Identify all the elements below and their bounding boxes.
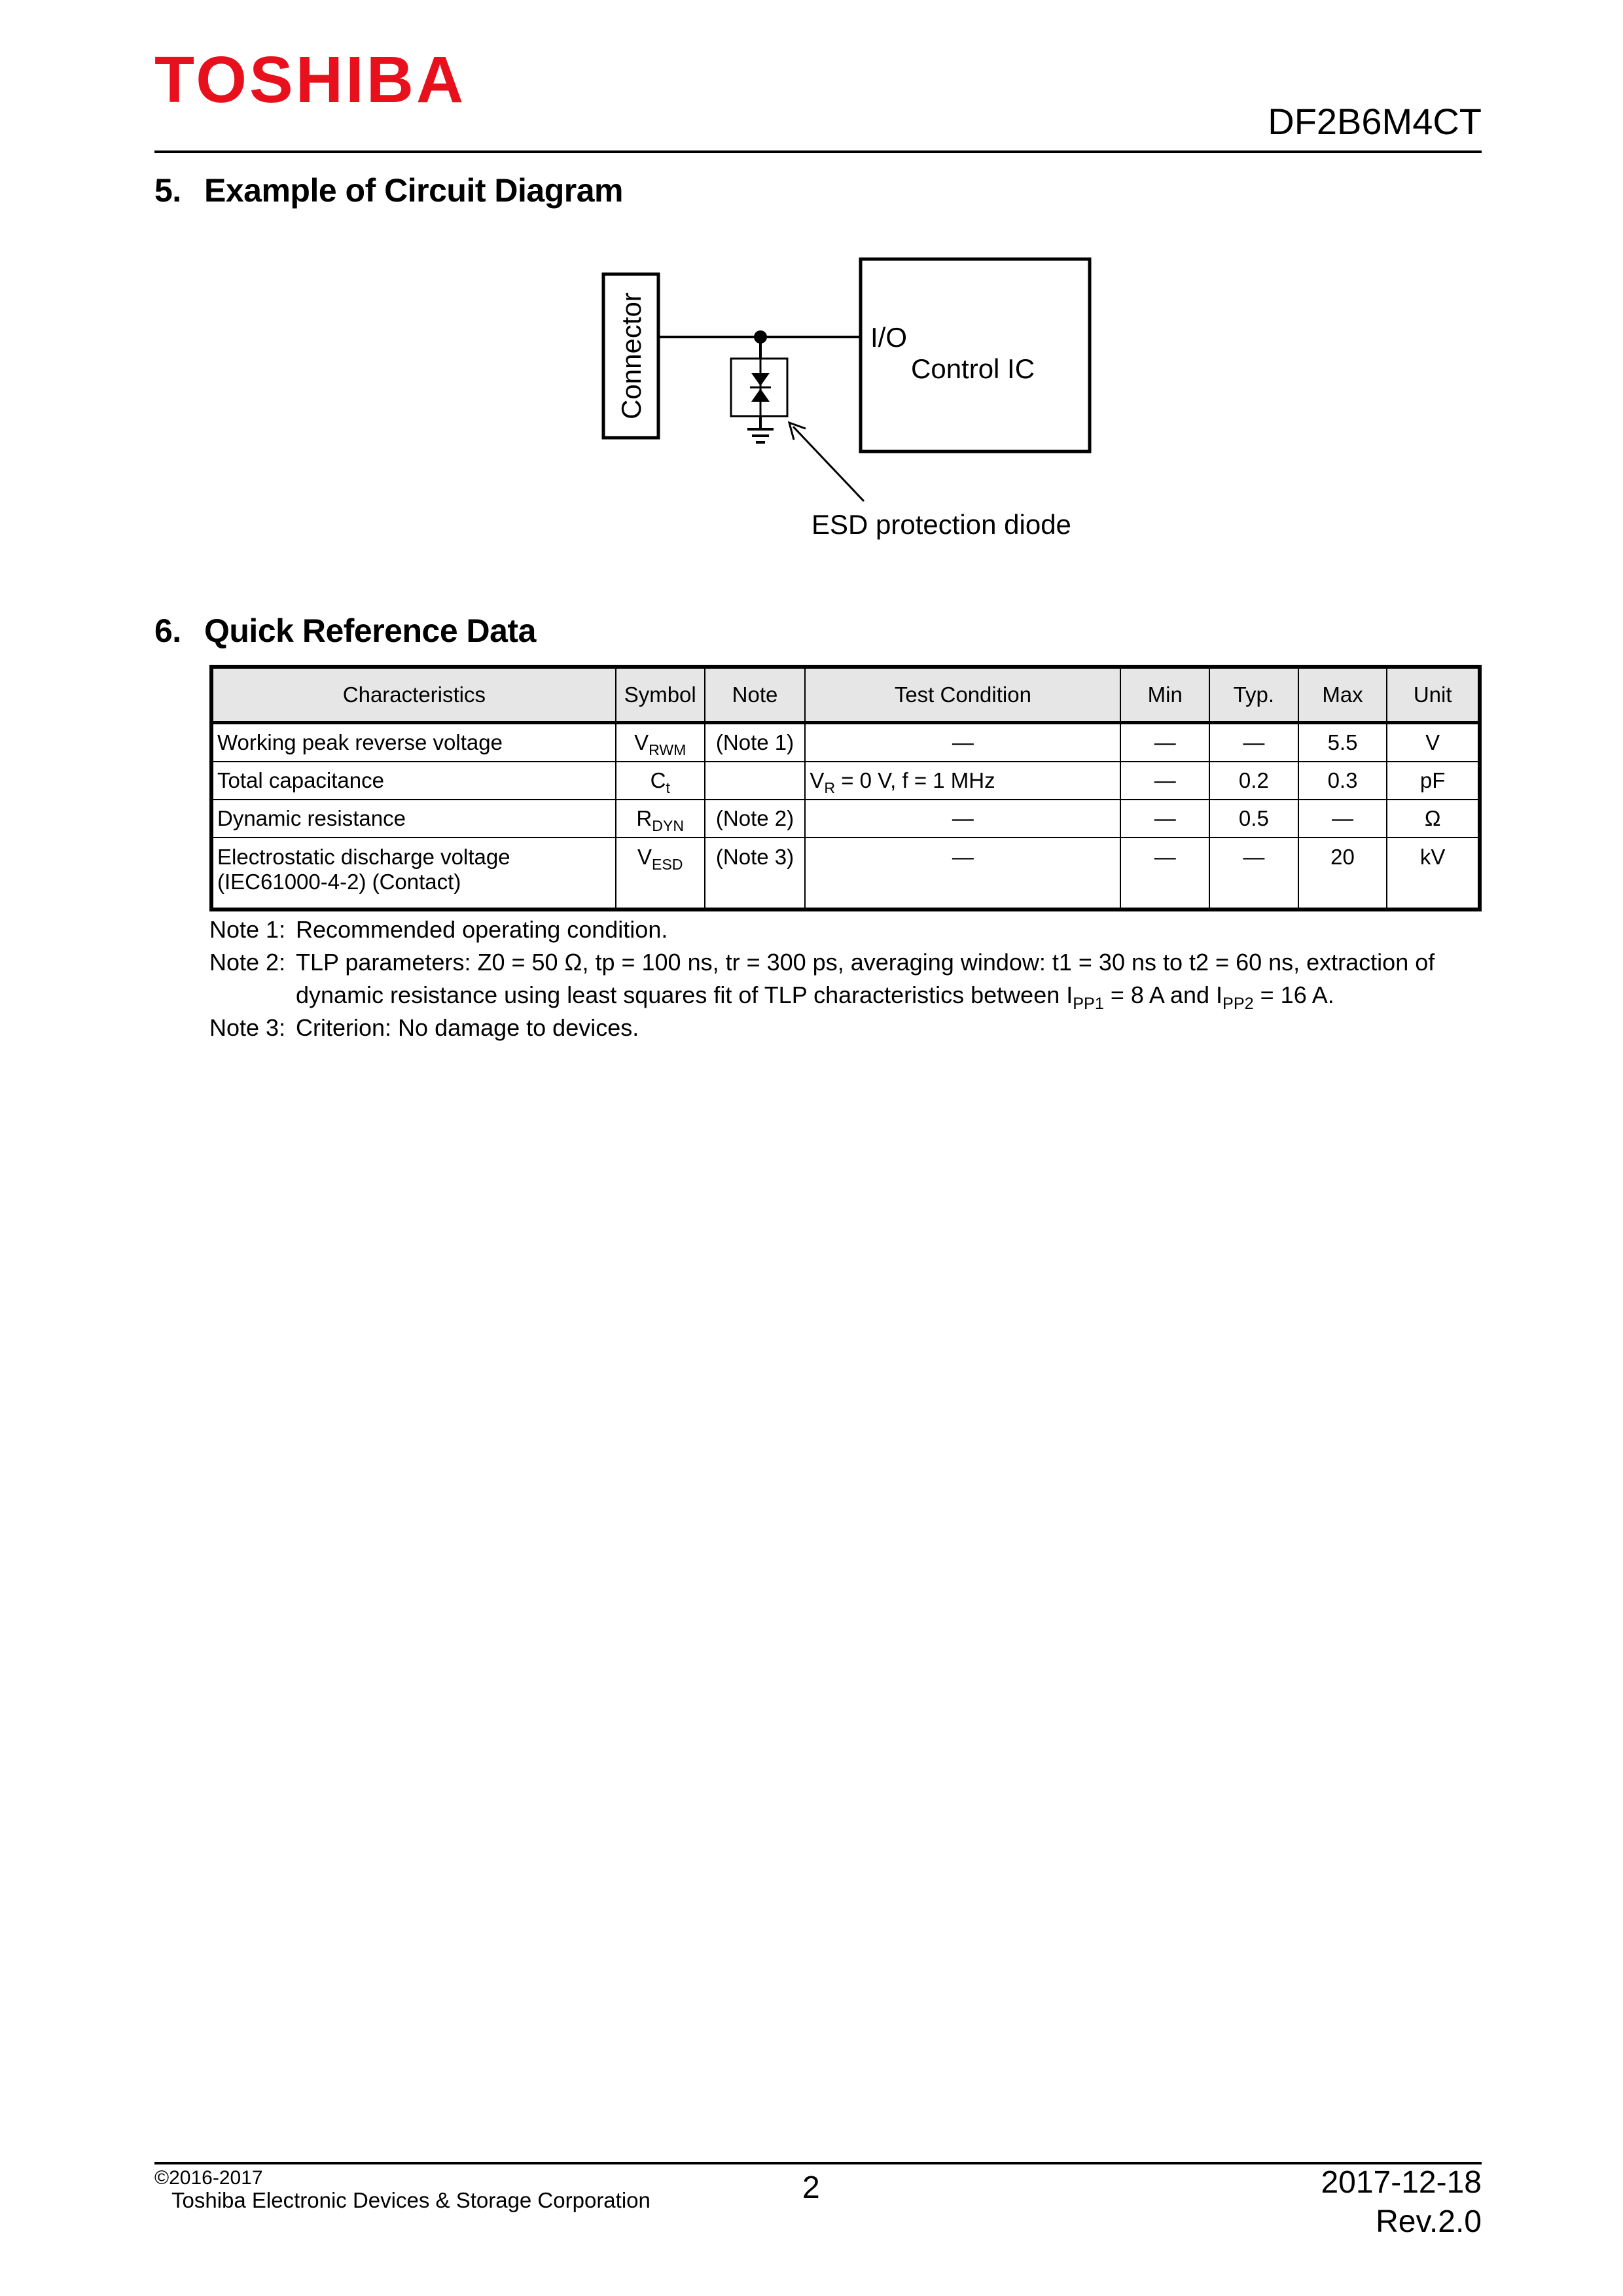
note-label: Note 2: xyxy=(209,949,286,976)
note-label: Note 1: xyxy=(209,916,286,943)
toshiba-logo: TOSHIBA xyxy=(154,43,467,116)
table-notes xyxy=(209,913,1482,1044)
document-date: 2017-12-18 xyxy=(1321,2165,1482,2200)
table-header-row xyxy=(211,667,1480,723)
cell-symbol xyxy=(616,762,705,800)
cell-condition: — xyxy=(805,838,1120,910)
symbol-main: C xyxy=(650,768,666,792)
cell-symbol xyxy=(616,800,705,838)
esd-diode-label: ESD protection diode xyxy=(812,509,1071,540)
part-number: DF2B6M4CT xyxy=(1268,101,1482,142)
note-2-text-c: = 16 A. xyxy=(1253,981,1334,1008)
cell-unit: V xyxy=(1387,723,1480,762)
header-unit: Unit xyxy=(1387,667,1480,723)
section-title: Quick Reference Data xyxy=(204,612,536,649)
symbol-subscript: RWM xyxy=(649,741,687,759)
symbol-subscript: DYN xyxy=(652,817,685,835)
cell-characteristic: Dynamic resistance xyxy=(211,800,616,838)
note-text xyxy=(296,946,1482,1012)
quick-reference-table xyxy=(209,665,1482,911)
cell-symbol xyxy=(616,723,705,762)
characteristic-line-1: Electrostatic discharge voltage xyxy=(217,845,510,869)
cell-max: — xyxy=(1298,800,1387,838)
table-row xyxy=(211,838,1480,910)
control-ic-label: Control IC xyxy=(911,353,1035,384)
cell-unit: kV xyxy=(1387,838,1480,910)
characteristic-line-2: (IEC61000-4-2) (Contact) xyxy=(217,870,461,894)
note-2-sub-2: PP2 xyxy=(1222,994,1254,1013)
connector-label: Connector xyxy=(616,292,647,419)
cell-unit: Ω xyxy=(1387,800,1480,838)
cell-typ: 0.2 xyxy=(1209,762,1298,800)
table-row xyxy=(211,762,1480,800)
document-revision: Rev.2.0 xyxy=(1376,2204,1482,2239)
cell-min: — xyxy=(1120,800,1209,838)
cell-min: — xyxy=(1120,723,1209,762)
note-text: Criterion: No damage to devices. xyxy=(296,1014,639,1041)
note-1 xyxy=(209,913,1482,946)
symbol-main: V xyxy=(634,730,649,754)
footer-divider xyxy=(154,2162,1482,2164)
circuit-diagram xyxy=(0,0,1623,589)
note-2-sub-1: PP1 xyxy=(1073,994,1104,1013)
symbol-subscript: t xyxy=(666,779,670,797)
note-label: Note 3: xyxy=(209,1014,286,1041)
cell-symbol xyxy=(616,838,705,910)
table-row xyxy=(211,723,1480,762)
pointer-arrow-line xyxy=(793,427,864,501)
cell-max: 20 xyxy=(1298,838,1387,910)
cell-characteristic: Total capacitance xyxy=(211,762,616,800)
cell-min: — xyxy=(1120,838,1209,910)
cell-typ: — xyxy=(1209,723,1298,762)
header-typ: Typ. xyxy=(1209,667,1298,723)
section-number: 6. xyxy=(154,612,181,649)
cell-unit: pF xyxy=(1387,762,1480,800)
condition-symbol: V xyxy=(810,768,825,792)
company-name: Toshiba Electronic Devices & Storage Corporation xyxy=(171,2188,651,2212)
header-max: Max xyxy=(1298,667,1387,723)
table-row xyxy=(211,800,1480,838)
condition-text: = 0 V, f = 1 MHz xyxy=(835,768,995,792)
cell-note: (Note 2) xyxy=(705,800,806,838)
note-text: Recommended operating condition. xyxy=(296,916,668,943)
page-number: 2 xyxy=(802,2170,820,2205)
section-6-heading xyxy=(154,614,536,647)
header-test-condition: Test Condition xyxy=(805,667,1120,723)
cell-note xyxy=(705,762,806,800)
symbol-main: V xyxy=(637,845,652,869)
note-2 xyxy=(209,946,1482,1012)
cell-typ: — xyxy=(1209,838,1298,910)
cell-max: 5.5 xyxy=(1298,723,1387,762)
io-label: I/O xyxy=(870,322,908,353)
condition-subscript: R xyxy=(824,779,836,797)
header-min: Min xyxy=(1120,667,1209,723)
header-characteristics: Characteristics xyxy=(211,667,616,723)
cell-max: 0.3 xyxy=(1298,762,1387,800)
copyright: ©2016-2017 xyxy=(154,2167,263,2189)
cell-note: (Note 3) xyxy=(705,838,806,910)
diode-triangle-up xyxy=(751,389,770,402)
cell-condition xyxy=(805,762,1120,800)
cell-note: (Note 1) xyxy=(705,723,806,762)
cell-condition: — xyxy=(805,800,1120,838)
header-symbol: Symbol xyxy=(616,667,705,723)
diode-triangle-down xyxy=(751,373,770,386)
cell-min: — xyxy=(1120,762,1209,800)
note-2-text-b: = 8 A and I xyxy=(1103,981,1223,1008)
section-number: 5. xyxy=(154,172,181,209)
cell-condition: — xyxy=(805,723,1120,762)
note-2-text-a: TLP parameters: Z0 = 50 Ω, tp = 100 ns, tr = 300 ps, averaging window: t1 = 30 ns to t2 = 60 ns, extraction of dynamic resistance using least squares fit of TLP characteristics between I xyxy=(296,949,1435,1008)
symbol-subscript: ESD xyxy=(651,856,683,874)
symbol-main: R xyxy=(636,806,652,830)
cell-characteristic xyxy=(211,838,616,910)
section-title: Example of Circuit Diagram xyxy=(204,172,623,209)
cell-typ: 0.5 xyxy=(1209,800,1298,838)
header-note: Note xyxy=(705,667,806,723)
cell-characteristic: Working peak reverse voltage xyxy=(211,723,616,762)
note-3 xyxy=(209,1012,1482,1044)
